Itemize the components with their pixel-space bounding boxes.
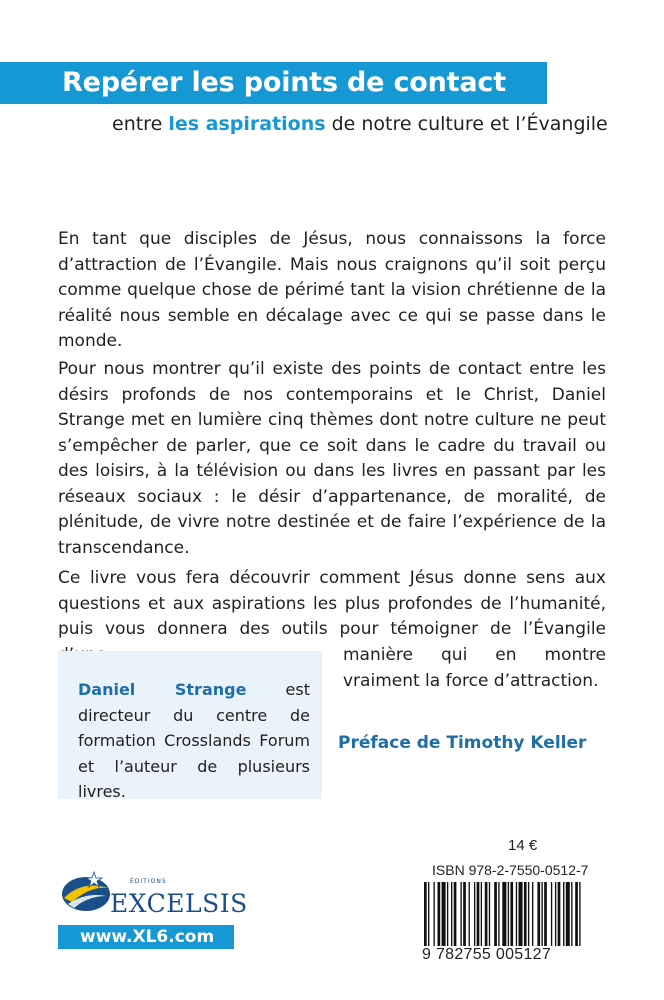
subtitle [112,113,608,135]
paragraph-intro: En tant que disciples de Jésus, nous connaissons la force d’attraction de l’Évangile. Mais nous craignons qu’il soit perçu comme quelque chose de périmé tant la vision chrétienne de la réalité nous semble en décalage avec ce qui se passe dans le monde. [58,229,606,351]
author-bio-text: est directeur du centre de formation Crosslands Forum et l’auteur de plusieurs livres. [78,680,310,801]
barcode-icon [424,882,620,946]
page-title: Repérer les points de contact [62,67,506,98]
isbn: ISBN 978-2-7550-0512-7 [432,862,589,878]
paragraph-themes: Pour nous montrer qu’il existe des points de contact entre les désirs profonds de nos contemporains et le Christ, Daniel Strange met en lumière cinq thèmes dont notre culture ne peut s’empêcher de parler, que ce soit dans le cadre du travail ou des loisirs, à la télévision ou dans les livres en passant par les réseaux sociaux : le désir d’appartenance, de moralité, de plénitude, de vivre notre destinée et de faire l’expérience de la transcendance. [58,359,606,558]
subtitle-start: entre [112,113,169,135]
author-name: Daniel Strange [78,680,247,699]
price: 14 € [508,837,538,854]
preface-credit: Préface de Timothy Keller [338,733,587,753]
publisher-name: EXCELSIS [110,889,248,918]
paragraph-conclusion-continued: manière qui en montre vraiment la force d’attraction. [343,645,606,691]
publisher-editions-label: ÉDITIONS [130,878,167,885]
subtitle-accent: les aspirations [168,113,326,135]
subtitle-end: de notre culture et l’Évangile [325,113,608,135]
barcode-digits: 9 782755 005127 [422,946,552,963]
author-bio [78,677,310,805]
publisher-url[interactable]: www.XL6.com [80,927,215,947]
paragraph-conclusion: Ce livre vous fera découvrir comment Jésus donne sens aux questions et aux aspirations les plus profondes de l’humanité, puis vous donnera des outils pour témoigner de l’Évangile [58,568,606,639]
